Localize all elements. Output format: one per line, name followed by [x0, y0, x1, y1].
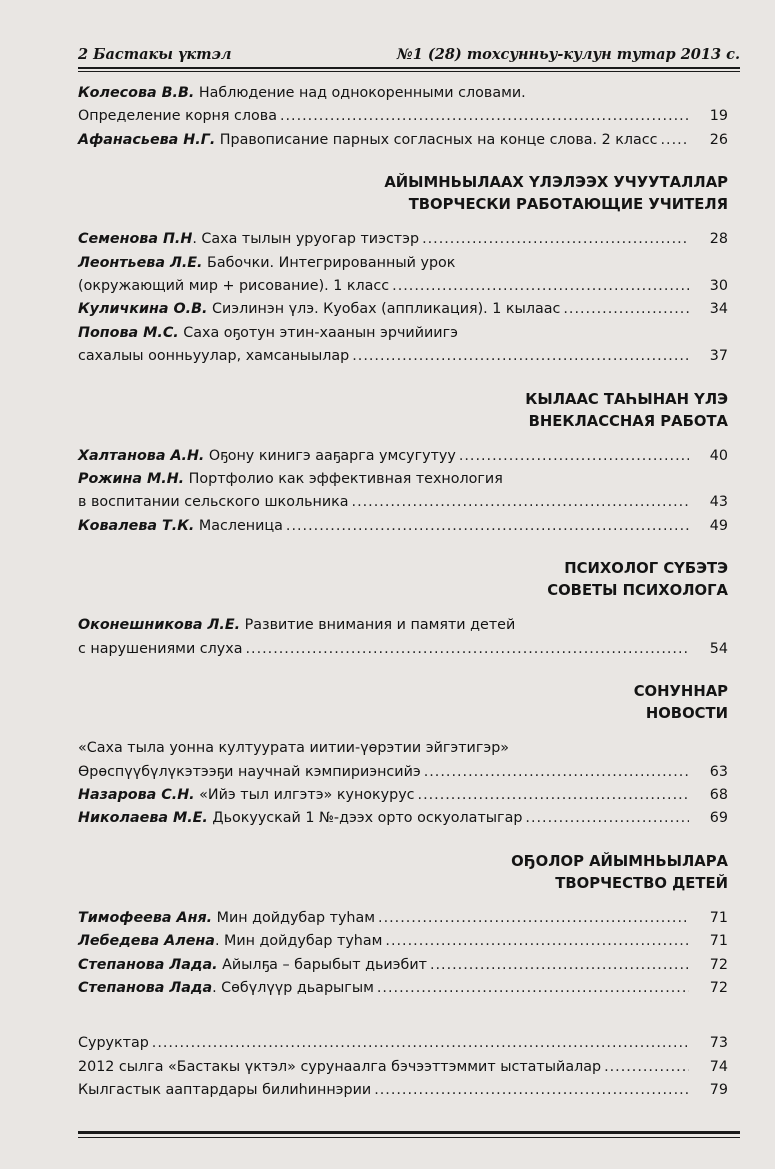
toc-entry	[78, 322, 728, 345]
entry-title: Айылҕа – барыбыт дьиэбит	[217, 956, 427, 973]
running-header	[78, 46, 740, 63]
section-title-yakut: КЫЛААС ТАҺЫНАН ҮЛЭ	[525, 390, 728, 408]
dot-leader	[392, 275, 689, 298]
entry-title: . Сөбүлүүр дьарыгым	[212, 979, 374, 996]
dot-leader	[525, 807, 689, 830]
toc-entry	[78, 737, 728, 760]
dot-leader	[352, 491, 689, 514]
entry-title: «Ийэ тыл илгэтэ» кунокурус	[194, 786, 415, 803]
toc-entry	[78, 515, 728, 538]
page-number: 43	[709, 494, 728, 511]
entry-author: Оконешникова Л.Е.	[78, 617, 241, 634]
dot-leader	[563, 298, 689, 321]
dot-leader	[604, 1056, 689, 1079]
entry-title: Дьокуускай 1 №-дээх орто оскуолатыгар	[207, 810, 523, 827]
toc-entry	[78, 784, 728, 807]
entry-title: . Саха тылын уруогар тиэстэр	[192, 231, 420, 248]
toc-entry-line	[78, 638, 728, 661]
entry-title: Оҕону кинигэ ааҕарга умсугутуу	[204, 447, 456, 464]
toc-entry	[78, 1032, 728, 1055]
dot-leader	[430, 954, 689, 977]
header-rule	[78, 67, 740, 69]
header-right: №1 (28) тохсунньу-кулун тутар 2013 с.	[396, 46, 740, 63]
dot-leader	[280, 105, 689, 128]
entry-title: (окружающий мир + рисование). 1 класс	[78, 278, 390, 295]
entry-title: Мин дойдубар туһам	[212, 909, 376, 926]
entry-author: Степанова Лада	[78, 979, 213, 996]
entry-title: Масленица	[194, 517, 283, 534]
dot-leader	[424, 761, 689, 784]
section-title-russian: НОВОСТИ	[645, 705, 728, 723]
dot-leader	[374, 1079, 689, 1102]
entry-title: Портфолио как эффективная технология	[184, 471, 503, 488]
toc-entry	[78, 614, 728, 637]
page-number: 74	[709, 1058, 728, 1075]
toc-entry-line	[78, 275, 728, 298]
entry-author: Тимофеева Аня.	[78, 909, 213, 926]
page-number: 71	[709, 909, 728, 926]
dot-leader	[418, 784, 689, 807]
dot-leader	[245, 638, 689, 661]
entry-title: . Мин дойдубар туһам	[214, 933, 383, 950]
toc-entry	[78, 82, 728, 105]
entry-title: Суруктар	[78, 1035, 149, 1052]
entry-title: Өрөспүүбүлүкэтээҕи научнай кэмпириэнсийэ	[78, 763, 421, 780]
page-number: 26	[709, 131, 728, 148]
toc-entry	[78, 954, 728, 977]
page-number: 73	[709, 1035, 728, 1052]
toc-entry-line	[78, 491, 728, 514]
entry-title: Сиэлинэн үлэ. Куобах (аппликация). 1 кылаас	[207, 301, 561, 318]
page-number: 68	[709, 786, 728, 803]
section-title-russian: ТВОРЧЕСТВО ДЕТЕЙ	[555, 874, 728, 892]
page-number: 63	[709, 763, 728, 780]
dot-leader	[422, 228, 689, 251]
page-number: 49	[709, 517, 728, 534]
dot-leader	[352, 345, 689, 368]
page-number: 28	[709, 231, 728, 248]
page-number: 37	[709, 348, 728, 365]
toc-entry	[78, 298, 728, 321]
toc-entry	[78, 228, 728, 251]
section-heading	[78, 681, 728, 725]
entry-title: в воспитании сельского школьника	[78, 494, 349, 511]
section-title-yakut: ОҔОЛОР АЙЫМНЬЫЛАРА	[511, 852, 728, 870]
toc-entry	[78, 930, 728, 953]
dot-leader	[152, 1032, 689, 1055]
page-number: 72	[709, 956, 728, 973]
page-number: 79	[709, 1082, 728, 1099]
entry-title: Кылгастык ааптардары билиһиннэрии	[78, 1082, 372, 1099]
toc-entry	[78, 129, 728, 152]
toc-entry-line	[78, 105, 728, 128]
section-heading	[78, 389, 728, 433]
page-number: 72	[709, 979, 728, 996]
footer-rule	[78, 1131, 740, 1134]
section-heading	[78, 851, 728, 895]
header-left: 2 Бастакы үктэл	[78, 46, 232, 63]
section-title-yakut: АЙЫМНЬЫЛААХ ҮЛЭЛЭЭХ УЧУУТАЛЛАР	[384, 174, 728, 192]
page-number: 71	[709, 933, 728, 950]
section-heading	[78, 558, 728, 602]
entry-title: с нарушениями слуха	[78, 640, 243, 657]
entry-title: 2012 сылга «Бастакы үктэл» сурунаалга бэчээттэммит ыстатыйалар	[78, 1058, 602, 1075]
section-title-russian: ВНЕКЛАССНАЯ РАБОТА	[528, 412, 728, 430]
toc-entry	[78, 468, 728, 491]
page-number: 69	[709, 810, 728, 827]
toc-entry	[78, 445, 728, 468]
page-number: 40	[709, 447, 728, 464]
section-heading	[78, 172, 728, 216]
dot-leader	[286, 515, 689, 538]
entry-title: «Саха тыла уонна култуурата иитии-үөрэтии эйгэтигэр»	[78, 740, 510, 757]
toc-entry	[78, 1056, 728, 1079]
entry-author: Лебедева Алена	[78, 933, 215, 950]
entry-author: Попова М.С.	[78, 324, 179, 341]
entry-author: Степанова Лада.	[78, 956, 218, 973]
page-number: 19	[709, 108, 728, 125]
dot-leader	[377, 977, 689, 1000]
entry-title: Наблюдение над однокоренными словами.	[198, 85, 526, 101]
section-title-yakut: ПСИХОЛОГ СҮБЭТЭ	[564, 560, 728, 578]
entry-author: Куличкина О.В.	[78, 301, 208, 318]
dot-leader	[385, 930, 689, 953]
entry-author: Леонтьева Л.Е.	[78, 254, 203, 271]
entry-author: Афанасьева Н.Г.	[78, 131, 216, 148]
dot-leader	[661, 129, 689, 152]
entry-author: Халтанова А.Н.	[78, 447, 205, 464]
entry-author: Рожина М.Н.	[78, 471, 185, 488]
footer-rule-thin	[78, 1137, 740, 1138]
toc-entry	[78, 807, 728, 830]
entry-author: Николаева М.Е.	[78, 810, 208, 827]
toc-entry	[78, 1079, 728, 1102]
header-rule-thin	[78, 71, 740, 72]
entry-author: Семенова П.Н	[78, 231, 193, 248]
table-of-contents	[78, 82, 728, 1103]
dot-leader	[459, 445, 689, 468]
entry-title: Развитие внимания и памяти детей	[240, 617, 516, 634]
page-number: 54	[709, 640, 728, 657]
section-title-russian: СОВЕТЫ ПСИХОЛОГА	[547, 582, 728, 600]
toc-entry	[78, 977, 728, 1000]
entry-author: Колесова В.В.	[78, 85, 195, 101]
toc-entry	[78, 252, 728, 275]
section-title-russian: ТВОРЧЕСКИ РАБОТАЮЩИЕ УЧИТЕЛЯ	[408, 196, 728, 214]
entry-title: Правописание парных согласных на конце слова. 2 класс	[219, 131, 658, 148]
page-number: 34	[709, 301, 728, 318]
entry-author: Назарова С.Н.	[78, 786, 195, 803]
toc-entry	[78, 907, 728, 930]
entry-title: Определение корня слова	[78, 108, 277, 125]
toc-entry-line	[78, 345, 728, 368]
entry-title: Саха оҕотун этин-хаанын эрчийиигэ	[178, 324, 458, 341]
entry-title: Бабочки. Интегрированный урок	[202, 254, 456, 271]
entry-title: сахалыы оонньуулар, хамсаныылар	[78, 348, 350, 365]
entry-author: Ковалева Т.К.	[78, 517, 195, 534]
section-title-yakut: СОНУННАР	[633, 683, 728, 701]
page-number: 30	[709, 278, 728, 295]
dot-leader	[378, 907, 689, 930]
toc-entry-line	[78, 761, 728, 784]
